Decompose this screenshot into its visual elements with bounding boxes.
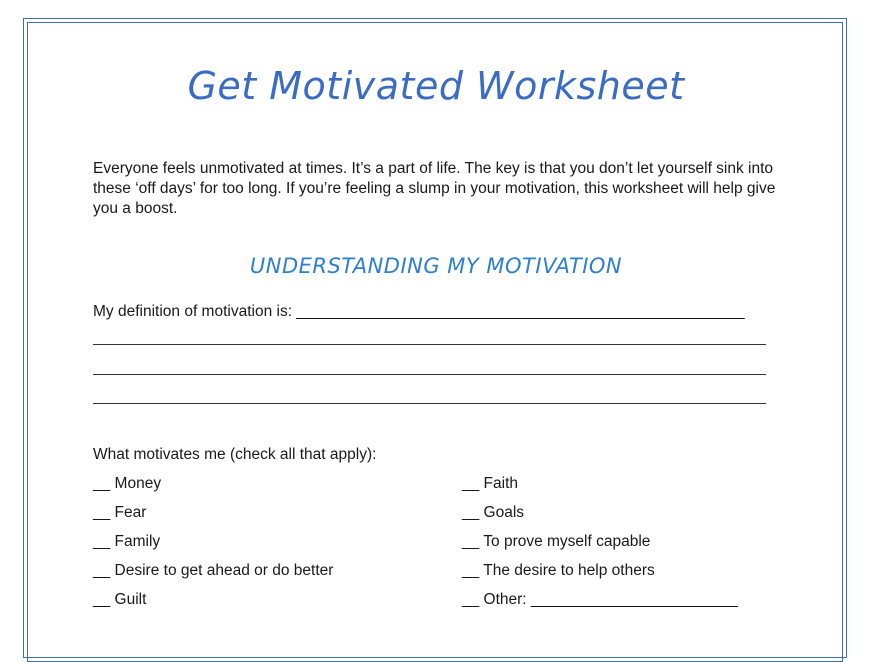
checklist-item[interactable]: __ Fear [93, 504, 147, 521]
checklist-item[interactable]: __ Family [93, 533, 161, 550]
answer-line-2[interactable] [93, 374, 766, 375]
definition-prompt: My definition of motivation is: ____________________________________________________ [93, 303, 745, 320]
checklist-item[interactable]: __ To prove myself capable [462, 533, 651, 550]
checklist-item[interactable]: __ Goals [462, 504, 525, 521]
checklist-item[interactable]: __ Faith [462, 475, 519, 492]
checklist-right-column [462, 475, 738, 620]
section-heading: UNDERSTANDING MY MOTIVATION [249, 254, 623, 278]
answer-line-3[interactable] [93, 403, 766, 404]
checklist-left-column [93, 475, 333, 620]
checklist-item[interactable]: __ Money [93, 475, 162, 492]
checklist-item[interactable]: __ The desire to help others [462, 562, 655, 579]
intro-paragraph: Everyone feels unmotivated at times. It’s a part of life. The key is that you don’t let yourself sink into these ‘off days’ for too long. If you’re feeling a slump in your motivation, this worksheet will help give you a boost. [93, 160, 776, 217]
checklist-item[interactable]: __ Desire to get ahead or do better [93, 562, 334, 579]
checklist-item[interactable]: __ Guilt [93, 591, 147, 608]
checklist-item[interactable]: __ Other: ________________________ [462, 591, 738, 608]
worksheet-title: Get Motivated Worksheet [187, 64, 685, 108]
checklist-prompt: What motivates me (check all that apply): [93, 446, 377, 463]
answer-line-1[interactable] [93, 344, 766, 345]
